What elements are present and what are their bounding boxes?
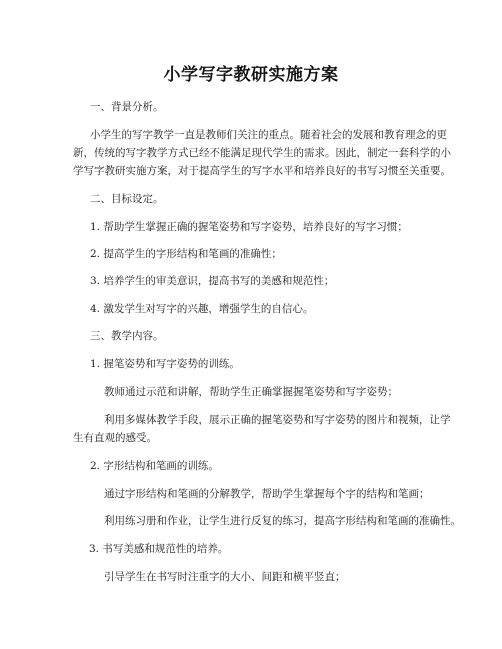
background-paragraph-line-2: 新，传统的写字教学方式已经不能满足现代学生的需求。因此，制定一套科学的小 (73, 147, 451, 159)
document-title: 小学写字教研实施方案 (163, 65, 339, 85)
background-paragraph-line-1: 小学生的写字教学一直是教师们关注的重点。随着社会的发展和教育理念的更 (90, 129, 447, 141)
goal-item-3: 3. 培养学生的审美意识，提高书写的美感和规范性； (90, 275, 335, 287)
content-item-1-sub-1: 教师通过示范和讲解，帮助学生正确掌握握笔姿势和写字姿势； (104, 386, 398, 398)
background-paragraph-line-3: 学写字教研实施方案，对于提高学生的写字水平和培养良好的书写习惯至关重要。 (73, 165, 451, 177)
section-heading-goals: 二、目标设定。 (90, 193, 164, 205)
content-item-1-title: 1. 握笔姿势和写字姿势的训练。 (90, 358, 240, 370)
content-item-3-title: 3. 书写美感和规范性的培养。 (89, 543, 229, 555)
goal-item-1: 1. 帮助学生掌握正确的握笔姿势和写字姿势，培养良好的写字习惯； (90, 221, 408, 233)
content-item-1-sub-2-line-1: 利用多媒体教学手段，展示正确的握笔姿势和写字姿势的图片和视频，让学 (104, 414, 451, 426)
section-heading-content: 三、教学内容。 (90, 330, 164, 342)
goal-item-2: 2. 提高学生的字形结构和笔画的准确性； (90, 248, 282, 260)
content-item-2-sub-1: 通过字形结构和笔画的分解教学，帮助学生掌握每个字的结构和笔画； (104, 488, 430, 500)
content-item-1-sub-2-line-2: 生有直观的感受。 (73, 432, 157, 444)
goal-item-4: 4. 激发学生对写字的兴趣，增强学生的自信心。 (90, 303, 314, 315)
content-item-3-sub-1: 引导学生在书写时注重字的大小、间距和横平竖直； (104, 571, 346, 583)
section-heading-background: 一、背景分析。 (90, 101, 164, 113)
content-item-2-title: 2. 字形结构和笔画的训练。 (90, 460, 219, 472)
content-item-2-sub-2: 利用练习册和作业，让学生进行反复的练习，提高字形结构和笔画的准确性。 (104, 515, 461, 527)
